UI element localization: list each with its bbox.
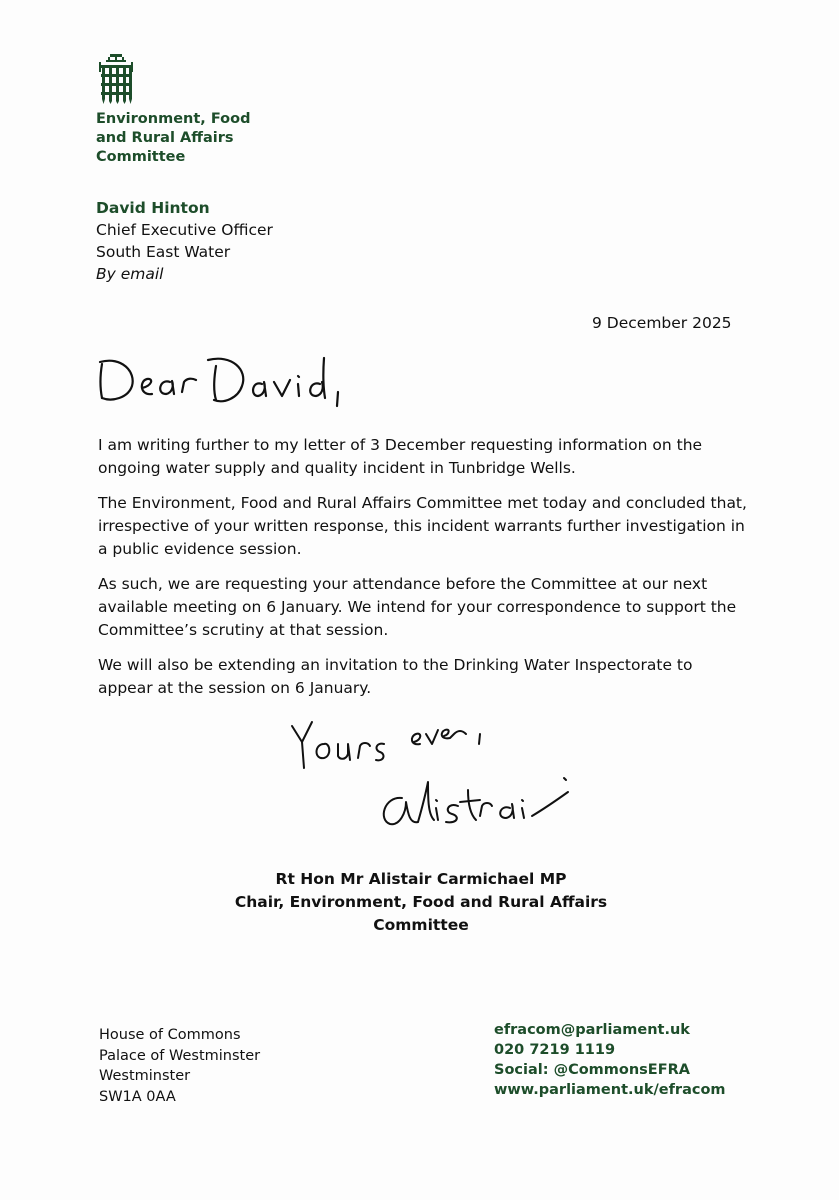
committee-line-2: and Rural Affairs [96,130,234,146]
body-paragraph-4: We will also be extending an invitation to the Drinking Water Inspectorate to appear at the session on 6 January. [98,656,693,697]
recipient-name: David Hinton [96,199,210,217]
recipient-company: South East Water [96,243,231,261]
recipient-title: Chief Executive Officer [96,221,273,239]
portcullis-logo-icon [96,54,136,104]
address-line-3: Westminster [99,1068,191,1084]
handwritten-salutation [92,346,352,416]
committee-line-3: Committee [96,149,186,165]
contact-social: Social: @CommonsEFRA [494,1062,691,1078]
signer-role: Chair, Environment, Food and Rural Affairs Committee [234,893,608,934]
recipient-block [96,197,273,285]
contact-email: efracom@parliament.uk [494,1022,690,1038]
handwritten-signature [372,768,582,848]
recipient-delivery: By email [96,265,164,283]
body-paragraph-2: The Environment, Food and Rural Affairs Committee met today and concluded that, irrespective of your written response, this incident warrants further investigation in a public evidence session. [98,494,747,558]
contact-web: www.parliament.uk/efracom [494,1082,726,1098]
letter-body [98,434,748,712]
address-line-2: Palace of Westminster [99,1047,261,1064]
letter-date: 9 December 2025 [592,314,732,332]
committee-line-1: Environment, Food [96,111,251,127]
signer-block [186,868,656,937]
contact-phone: 020 7219 1119 [494,1042,616,1058]
signer-name: Rt Hon Mr Alistair Carmichael MP [275,870,567,888]
committee-name [96,110,250,167]
contact-details [494,1020,726,1100]
postal-address [99,1025,260,1107]
body-paragraph-3: As such, we are requesting your attendance before the Committee at our next available meeting on 6 January. We intend for your correspondence to support the Committee’s scrutiny at that session. [98,575,737,639]
address-line-1: House of Commons [99,1027,241,1043]
body-paragraph-1: I am writing further to my letter of 3 December requesting information on the ongoing water supply and quality incident in Tunbridge Wells. [98,436,703,477]
address-line-4: SW1A 0AA [99,1088,176,1105]
